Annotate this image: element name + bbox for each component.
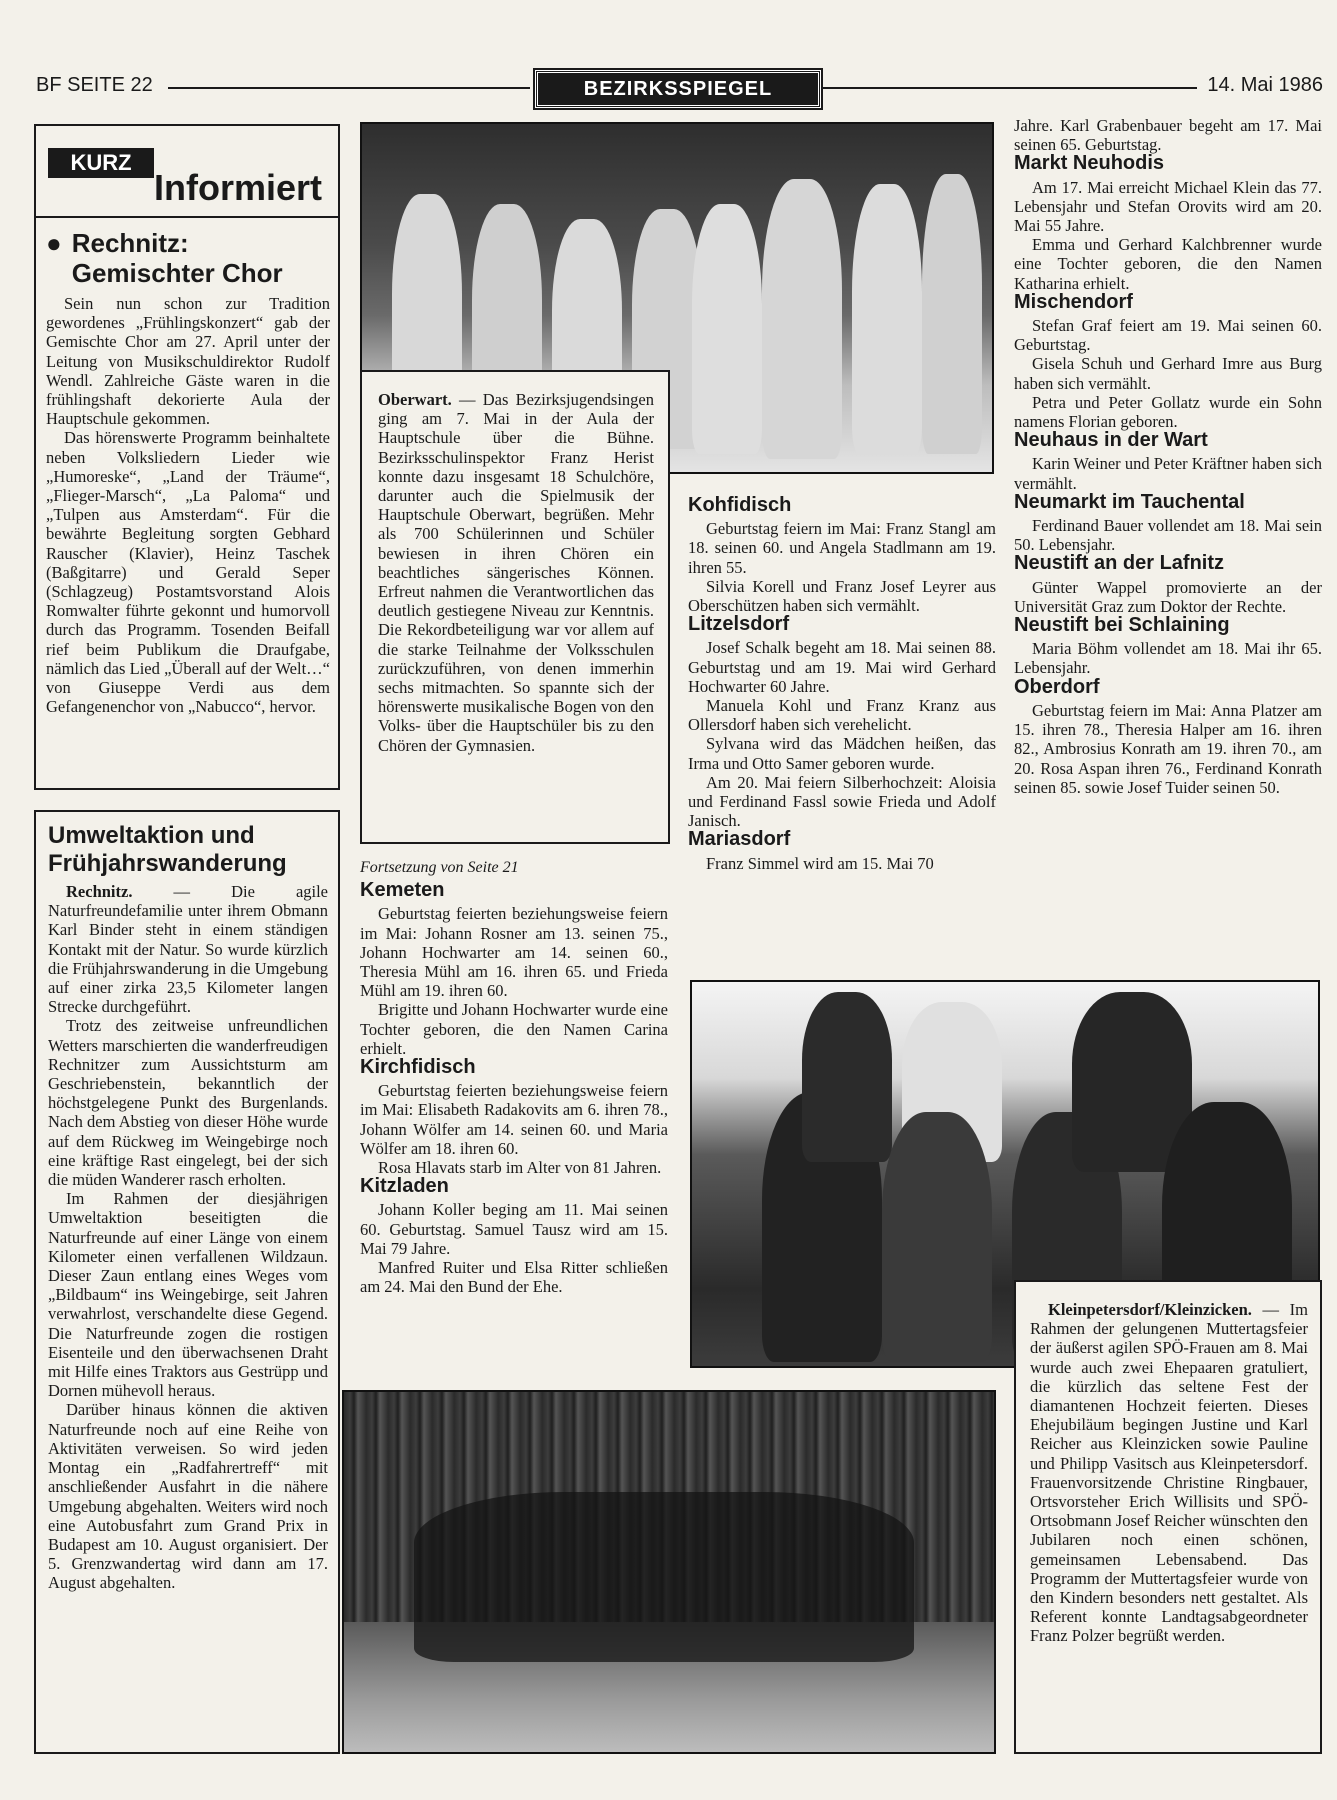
umwelt-headline: Umweltaktion und Frühjahrswanderung <box>48 822 287 877</box>
section-paragraph: Rosa Hlavats starb im Alter von 81 Jahren. <box>378 1158 662 1178</box>
kleinpetersdorf-body <box>1030 1300 1308 1646</box>
column-2 <box>360 858 668 1296</box>
section-paragraph: Am 20. Mai feiern Silberhochzeit: Aloisia und Ferdinand Fassl sowie Frieda und Adolf Janisch. <box>688 772 996 831</box>
kurz-box <box>34 124 340 790</box>
page-number: BF SEITE 22 <box>36 74 153 96</box>
section-paragraph: Geburtstag feierten beziehungsweise feiern im Mai: Johann Rosner am 13. seinen 75., Johann Hochwarter am 14. seinen 60., Theresia Mühl am 16. ihren 65. und Frieda Mühl am 19. ihren 60. <box>360 904 668 1001</box>
section-title: Kirchfidisch <box>360 1056 476 1079</box>
kurz-title: Informiert <box>154 167 323 208</box>
continued-note: Fortsetzung von Seite 21 <box>360 859 519 876</box>
umwelt-lead: Rechnitz. <box>66 882 133 901</box>
section-kohfidisch <box>688 496 996 615</box>
section-title: Kitzladen <box>360 1175 449 1198</box>
section-paragraph: Geburtstag feiern im Mai: Franz Stangl am 18. seinen 60. und Angela Stadlmann am 19. ihren 55. <box>688 519 996 577</box>
umwelt-paragraph: Im Rahmen der diesjährigen Umweltaktion beseitigten die Naturfreunde auf einer Länge von einem Kilometer einen verfallenen Wildzaun. Dieser Zaun entlang eines Weges vom „Bildbaum“ ins Weingebirge, seit Jahren verwahrlost, verschandelte diese Gegend. Die Naturfreunde zogen die rostigen Eisenteile und den überwachsenen Draht mit Hilfe eines Traktors aus Gestrüpp und Dornen mühevoll heraus. <box>48 1189 328 1401</box>
section-paragraph: Gisela Schuh und Gerhard Imre aus Burg haben sich vermählt. <box>1014 354 1322 393</box>
kurz-badge: KURZ <box>48 148 154 178</box>
umwelt-article <box>48 822 328 1593</box>
kleinpetersdorf-lead: Kleinpetersdorf/Kleinzicken. <box>1048 1300 1252 1319</box>
oberwart-text: — Das Bezirksjugendsingen ging am 7. Mai in der Aula der Hauptschule über die Bühne. Bezirksschulinspektor Franz Herist konnte dazu insgesamt 18 Schulchöre, darunter auch die Spielmusik der Hauptschule Oberwart, begrüßen. Mehr als 700 Schülerinnen und Schüler bewiesen in ihren Chören ein beachtliches sängerisches Können. Erfreut nahmen die Verantwortlichen das deutlich gestiegene Niveau zur Kenntnis. Die Rekordbeteiligung war vor allem auf die starke Teilnahme der Volksschulen zurückzuführen, von denen immerhin sechs mitmachten. So spannte sich der hörenswerte musikalische Bogen von den Volks- über die Hauptschüler bis zu den Chören der Gymnasien. <box>378 390 654 755</box>
chor-headline <box>46 228 330 288</box>
choir-singer <box>762 179 842 459</box>
chor-paragraph: Das hörenswerte Programm beinhaltete neben Volksliedern Lieder wie „Humoreske“, „Land der Träume“, „Flieger-Marsch“, „La Paloma“ und „Tulpen aus Amsterdam“. Für die bewährte Begleitung sorgten Gebhard Rauscher (Klavier), Heinz Taschek (Baßgitarre) und Gerald Seper (Schlagzeug) Postamtsvorstand Alois Romwalter führte gekonnt und humorvoll durch das Programm. Tosenden Beifall rief beim Publikum die Draufgabe, nämlich das Lied „Überall auf der Welt…“ von Giuseppe Verdi aus dem Gefangenenchor von „Nabucco“, hervor. <box>46 428 330 717</box>
section-paragraph: Petra und Peter Gollatz wurde ein Sohn namens Florian geboren. <box>1014 392 1322 432</box>
section-paragraph: Franz Simmel wird am 15. Mai 70 <box>706 853 934 873</box>
carryover-text: Jahre. Karl Grabenbauer begeht am 17. Mai seinen 65. Geburtstag. <box>1014 116 1322 155</box>
section-paragraph: Josef Schalk begeht am 18. Mai seinen 88. Geburtstag und am 19. Mai wird Gerhard Hochwarter 60 Jahre. <box>688 638 996 696</box>
chor-article <box>46 228 330 716</box>
section-title: Neuhaus in der Wart <box>1014 429 1208 452</box>
oberwart-lead: Oberwart. <box>378 390 452 409</box>
section-neustift-lafnitz <box>1014 554 1322 616</box>
section-paragraph: Brigitte und Johann Hochwarter wurde eine Tochter geboren, die den Namen Carina erhielt. <box>360 1000 668 1058</box>
section-title: Neustift an der Lafnitz <box>1014 552 1225 575</box>
section-title: Kemeten <box>360 879 445 902</box>
jubilee-person <box>802 992 892 1162</box>
kleinpetersdorf-text: — Im Rahmen der gelungenen Muttertagsfeier der äußerst agilen SPÖ-Frauen am 8. Mai wurde auch zwei Ehepaaren gratuliert, die kürzlich das seltene Fest der diamantenen Hochzeit feierten. Dieses Ehejubiläum begingen Justine und Karl Reicher aus Kleinzicken sowie Pauline und Philipp Vasitsch aus Kleinpetersdorf. Frauenvorsitzende Christine Ringbauer, Ortsvorsteher Erich Willisits und SPÖ-Ortsobmann Josef Reicher wünschten den Jubilaren noch einen schönen, gemeinsamen Lebensabend. Das Programm der Muttertagsfeier wurde von den Kindern besonders nett gestaltet. Als Referent konnte Landtagsabgeordneter Franz Polzer begrüßt werden. <box>1030 1300 1308 1646</box>
section-paragraph: Manuela Kohl und Franz Kranz aus Ollersdorf haben sich verehelicht. <box>688 696 996 735</box>
section-title: Litzelsdorf <box>688 613 790 636</box>
umwelt-body <box>48 882 328 1593</box>
oberwart-body <box>378 390 654 755</box>
section-paragraph: Maria Böhm vollendet am 18. Mai ihr 65. Lebensjahr. <box>1014 639 1322 678</box>
section-banner: BEZIRKSSPIEGEL <box>535 70 821 108</box>
section-markt-neuhodis <box>1014 154 1322 292</box>
section-paragraph: Stefan Graf feiert am 19. Mai seinen 60. Geburtstag. <box>1014 316 1322 355</box>
section-paragraph: Manfred Ruiter und Elsa Ritter schließen am 24. Mai den Bund der Ehe. <box>360 1258 668 1297</box>
section-neustift-schlaining <box>1014 616 1322 678</box>
chor-paragraph: Sein nun schon zur Tradition gewordenes „Frühlingskonzert“ gab der Gemischte Chor am 27. April unter der Leitung von Musikschuldirektor Rudolf Wendl. Zahlreiche Gäste waren in die frühlingshaft dekorierte Aula der Hauptschule gekommen. <box>46 294 330 429</box>
section-paragraph: Am 17. Mai erreicht Michael Klein das 77. Lebensjahr und Stefan Orovits wird am 20. Mai 55 Jahre. <box>1014 177 1322 236</box>
choir-singer <box>692 204 762 454</box>
section-kirchfidisch <box>360 1058 668 1177</box>
section-paragraph: Geburtstag feiern im Mai: Anna Platzer am 15. ihren 78., Theresia Halper am 16. ihren 82., Ambrosius Konrath am 19. ihren 70., am 20. Rosa Aspan ihren 76., Ferdinand Konrath seinen 85. sowie Josef Tuider seinen 50. <box>1014 700 1322 797</box>
section-mischendorf <box>1014 290 1322 432</box>
section-paragraph: Johann Koller beging am 11. Mai seinen 60. Geburtstag. Samuel Tausz wird am 15. Mai 79 Jahre. <box>360 1200 668 1258</box>
jubilee-person <box>882 1112 992 1362</box>
hike-photo <box>342 1390 996 1754</box>
hiker-group <box>414 1492 914 1662</box>
umwelt-paragraph: Trotz des zeitweise unfreundlichen Wetters marschierten die wanderfreudigen Rechnitzer zum Aussichtsturm am Geschriebenstein, bekanntlich der höchstgelegene Punkt des Burgenlands. Nach dem Abstieg von dieser Höhe wurde auf dem Rückweg im Weingebirge noch eine kräftige Rast eingelegt, bei der sich die müden Wanderer rasch erholten. <box>48 1016 328 1190</box>
umwelt-box <box>34 810 340 1754</box>
kleinpetersdorf-paragraph <box>1030 1300 1308 1646</box>
oberwart-box <box>360 370 670 844</box>
section-paragraph: Sylvana wird das Mädchen heißen, das Irma und Otto Samer geboren wurde. <box>688 734 996 773</box>
section-title: Mariasdorf <box>688 828 791 851</box>
section-paragraph: Karin Weiner und Peter Kräftner haben sich vermählt. <box>1014 454 1322 493</box>
bullet-icon: ● <box>46 228 62 258</box>
section-litzelsdorf <box>688 615 996 830</box>
header-rule-left <box>168 87 530 89</box>
section-title: Neustift bei Schlaining <box>1014 614 1230 637</box>
umwelt-lead-text: — Die agile Naturfreundefamilie unter ihrem Obmann Karl Binder steht in einem ständigen Kontakt mit der Natur. So wurde kürzlich die Frühjahrswanderung in die Umgebung auf einer zirka 23,5 Kilometer langen Strecke durchgeführt. <box>48 882 329 1017</box>
chor-headline-text: Rechnitz: Gemischter Chor <box>71 228 283 288</box>
umwelt-paragraph: Darüber hinaus können die aktiven Naturfreunde noch auf eine Reihe von Aktivitäten verweisen. So wird jeden Montag ein „Radfahrertreff“ mit anschließender Ausfahrt in die nähere Umgebung abgehalten. Weiters wird noch eine Autobusfahrt zum Grand Prix in Budapest am 10. August organisiert. Der 5. Grenzwandertag wird dann am 17. August abgehalten. <box>48 1400 328 1593</box>
section-neuhaus <box>1014 431 1322 493</box>
oberwart-paragraph <box>378 390 654 755</box>
column-3 <box>688 496 996 873</box>
header-rule-right <box>822 87 1197 89</box>
column-4 <box>1014 116 1322 797</box>
kurz-header <box>36 126 338 218</box>
section-title: Markt Neuhodis <box>1014 152 1165 175</box>
section-paragraph: Geburtstag feierten beziehungsweise feiern im Mai: Elisabeth Radakovits am 6. ihren 78., Johann Wölfer am 14. seinen 60. und Maria Wölfer am 18. ihren 60. <box>360 1081 668 1158</box>
kleinpetersdorf-box <box>1014 1280 1322 1754</box>
choir-singer <box>922 174 982 454</box>
chor-body <box>46 294 330 716</box>
section-paragraph: Silvia Korell und Franz Josef Leyrer aus Oberschützen haben sich vermählt. <box>688 576 996 616</box>
section-oberdorf <box>1014 675 1322 797</box>
issue-date: 14. Mai 1986 <box>1207 74 1323 96</box>
section-title: Oberdorf <box>1014 675 1100 698</box>
choir-singer <box>852 184 922 454</box>
umwelt-paragraph <box>48 882 328 1016</box>
section-title: Neumarkt im Tauchental <box>1014 490 1245 513</box>
section-title: Mischendorf <box>1014 290 1133 313</box>
section-paragraph: Emma und Gerhard Kalchbrenner wurde eine Tochter geboren, die den Namen Katharina erhielt. <box>1014 235 1322 293</box>
section-paragraph: Ferdinand Bauer vollendet am 18. Mai sein 50. Lebensjahr. <box>1014 516 1322 555</box>
section-kemeten <box>360 881 668 1058</box>
section-mariasdorf <box>688 830 996 872</box>
section-neumarkt <box>1014 490 1322 555</box>
section-paragraph: Günter Wappel promovierte an der Universität Graz zum Doktor der Rechte. <box>1014 577 1322 616</box>
section-kitzladen <box>360 1177 668 1296</box>
section-title: Kohfidisch <box>688 494 792 516</box>
